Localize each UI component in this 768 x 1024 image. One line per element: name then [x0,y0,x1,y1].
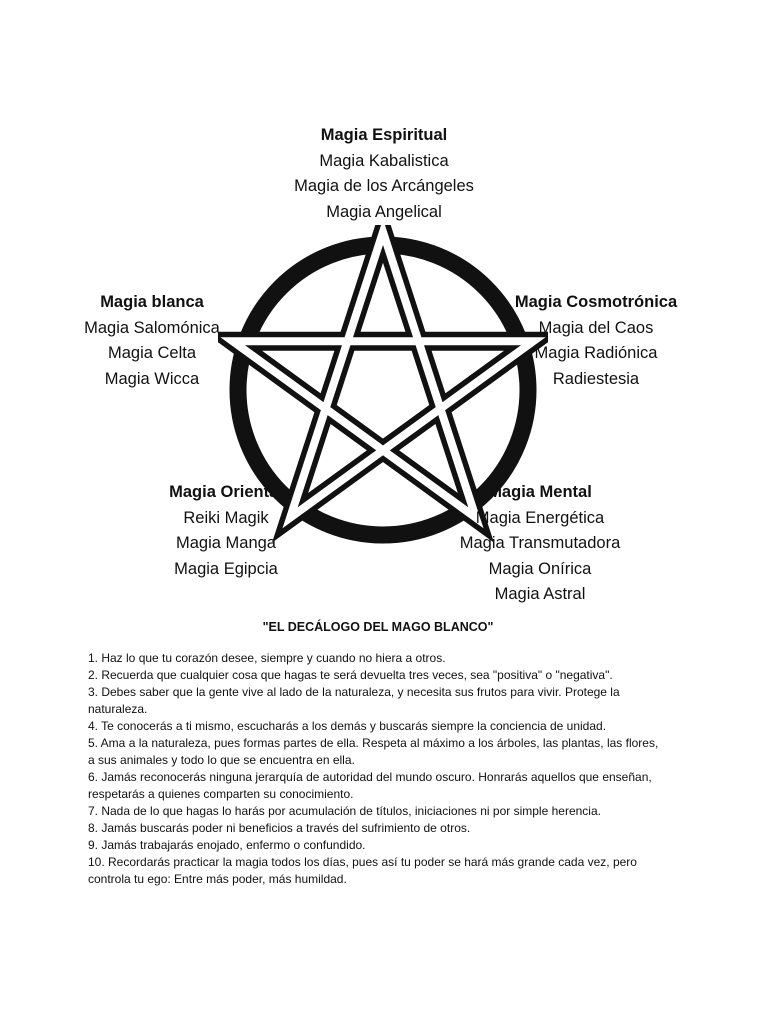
group-item: Reiki Magik [183,508,269,527]
group-item: Magia Wicca [104,369,200,388]
group-item: Magia Radiónica [534,344,658,362]
rule-item: 10. Recordarás practicar la magia todos los días, pues así tu poder se hará más grande cada vez, pero controla tu ego: Entre más poder, más humildad. [88,855,637,886]
group-title: Magia Cosmotrónica [514,293,678,311]
group-item: Magia Onírica [488,559,592,578]
group-magia-mental [420,480,660,608]
group-title: Magia Espiritual [320,126,448,144]
rule-item: 4. Te conocerás a ti mismo, escucharás a los demás y buscarás siempre la conciencia de unidad. [88,719,607,733]
rule-item: 2. Recuerda que cualquier cosa que hagas te será devuelta tres veces, sea "positiva" o "negativa". [88,668,613,682]
group-item: Magia Transmutadora [459,534,621,552]
group-magia-cosmotronica [476,290,716,392]
rule-item: 9. Jamás trabajarás enojado, enfermo o confundido. [88,838,366,852]
group-magia-blanca [32,290,272,392]
group-item: Magia del Caos [538,318,654,337]
rule-item: 1. Haz lo que tu corazón desee, siempre y cuando no hiera a otros. [88,651,446,665]
group-item: Magia Manga [176,534,276,552]
rule-item: 7. Nada de lo que hagas lo harás por acumulación de títulos, iniciaciones ni por simple herencia. [88,804,601,818]
group-item: Radiestesia [552,369,640,388]
group-item: Magia Angelical [326,202,442,221]
group-magia-oriental [106,480,346,582]
rule-item: 3. Debes saber que la gente vive al lado de la naturaleza, y necesita sus frutos para vivir. Protege la naturaleza. [88,685,620,716]
group-item: Magia Kabalistica [319,151,449,170]
group-item: Magia de los Arcángeles [294,177,474,195]
group-item: Magia Egipcia [174,559,278,578]
rule-item: 8. Jamás buscarás poder ni beneficios a través del sufrimiento de otros. [88,821,471,835]
decalogue-rules [88,650,668,888]
decalogue-title: "EL DECÁLOGO DEL MAGO BLANCO" [262,620,494,634]
group-item: Magia Energética [475,508,605,527]
group-title: Magia Oriental [169,483,283,501]
decalogue-section [88,620,668,888]
rule-item: 6. Jamás reconocerás ninguna jerarquía de autoridad del mundo oscuro. Honrarás aquellos que enseñan, respetarás a quienes comparten su conocimiento. [88,770,652,801]
group-item: Magia Astral [494,585,586,603]
group-item: Magia Celta [107,344,197,362]
rule-item: 5. Ama a la naturaleza, pues formas partes de ella. Respeta al máximo a los árboles, las plantas, las flores, a sus animales y todo lo que se encuentra en ella. [88,736,659,767]
group-title: Magia Mental [488,483,592,501]
group-magia-espiritual [264,123,504,225]
group-title: Magia blanca [100,293,204,311]
group-item: Magia Salomónica [84,318,220,337]
